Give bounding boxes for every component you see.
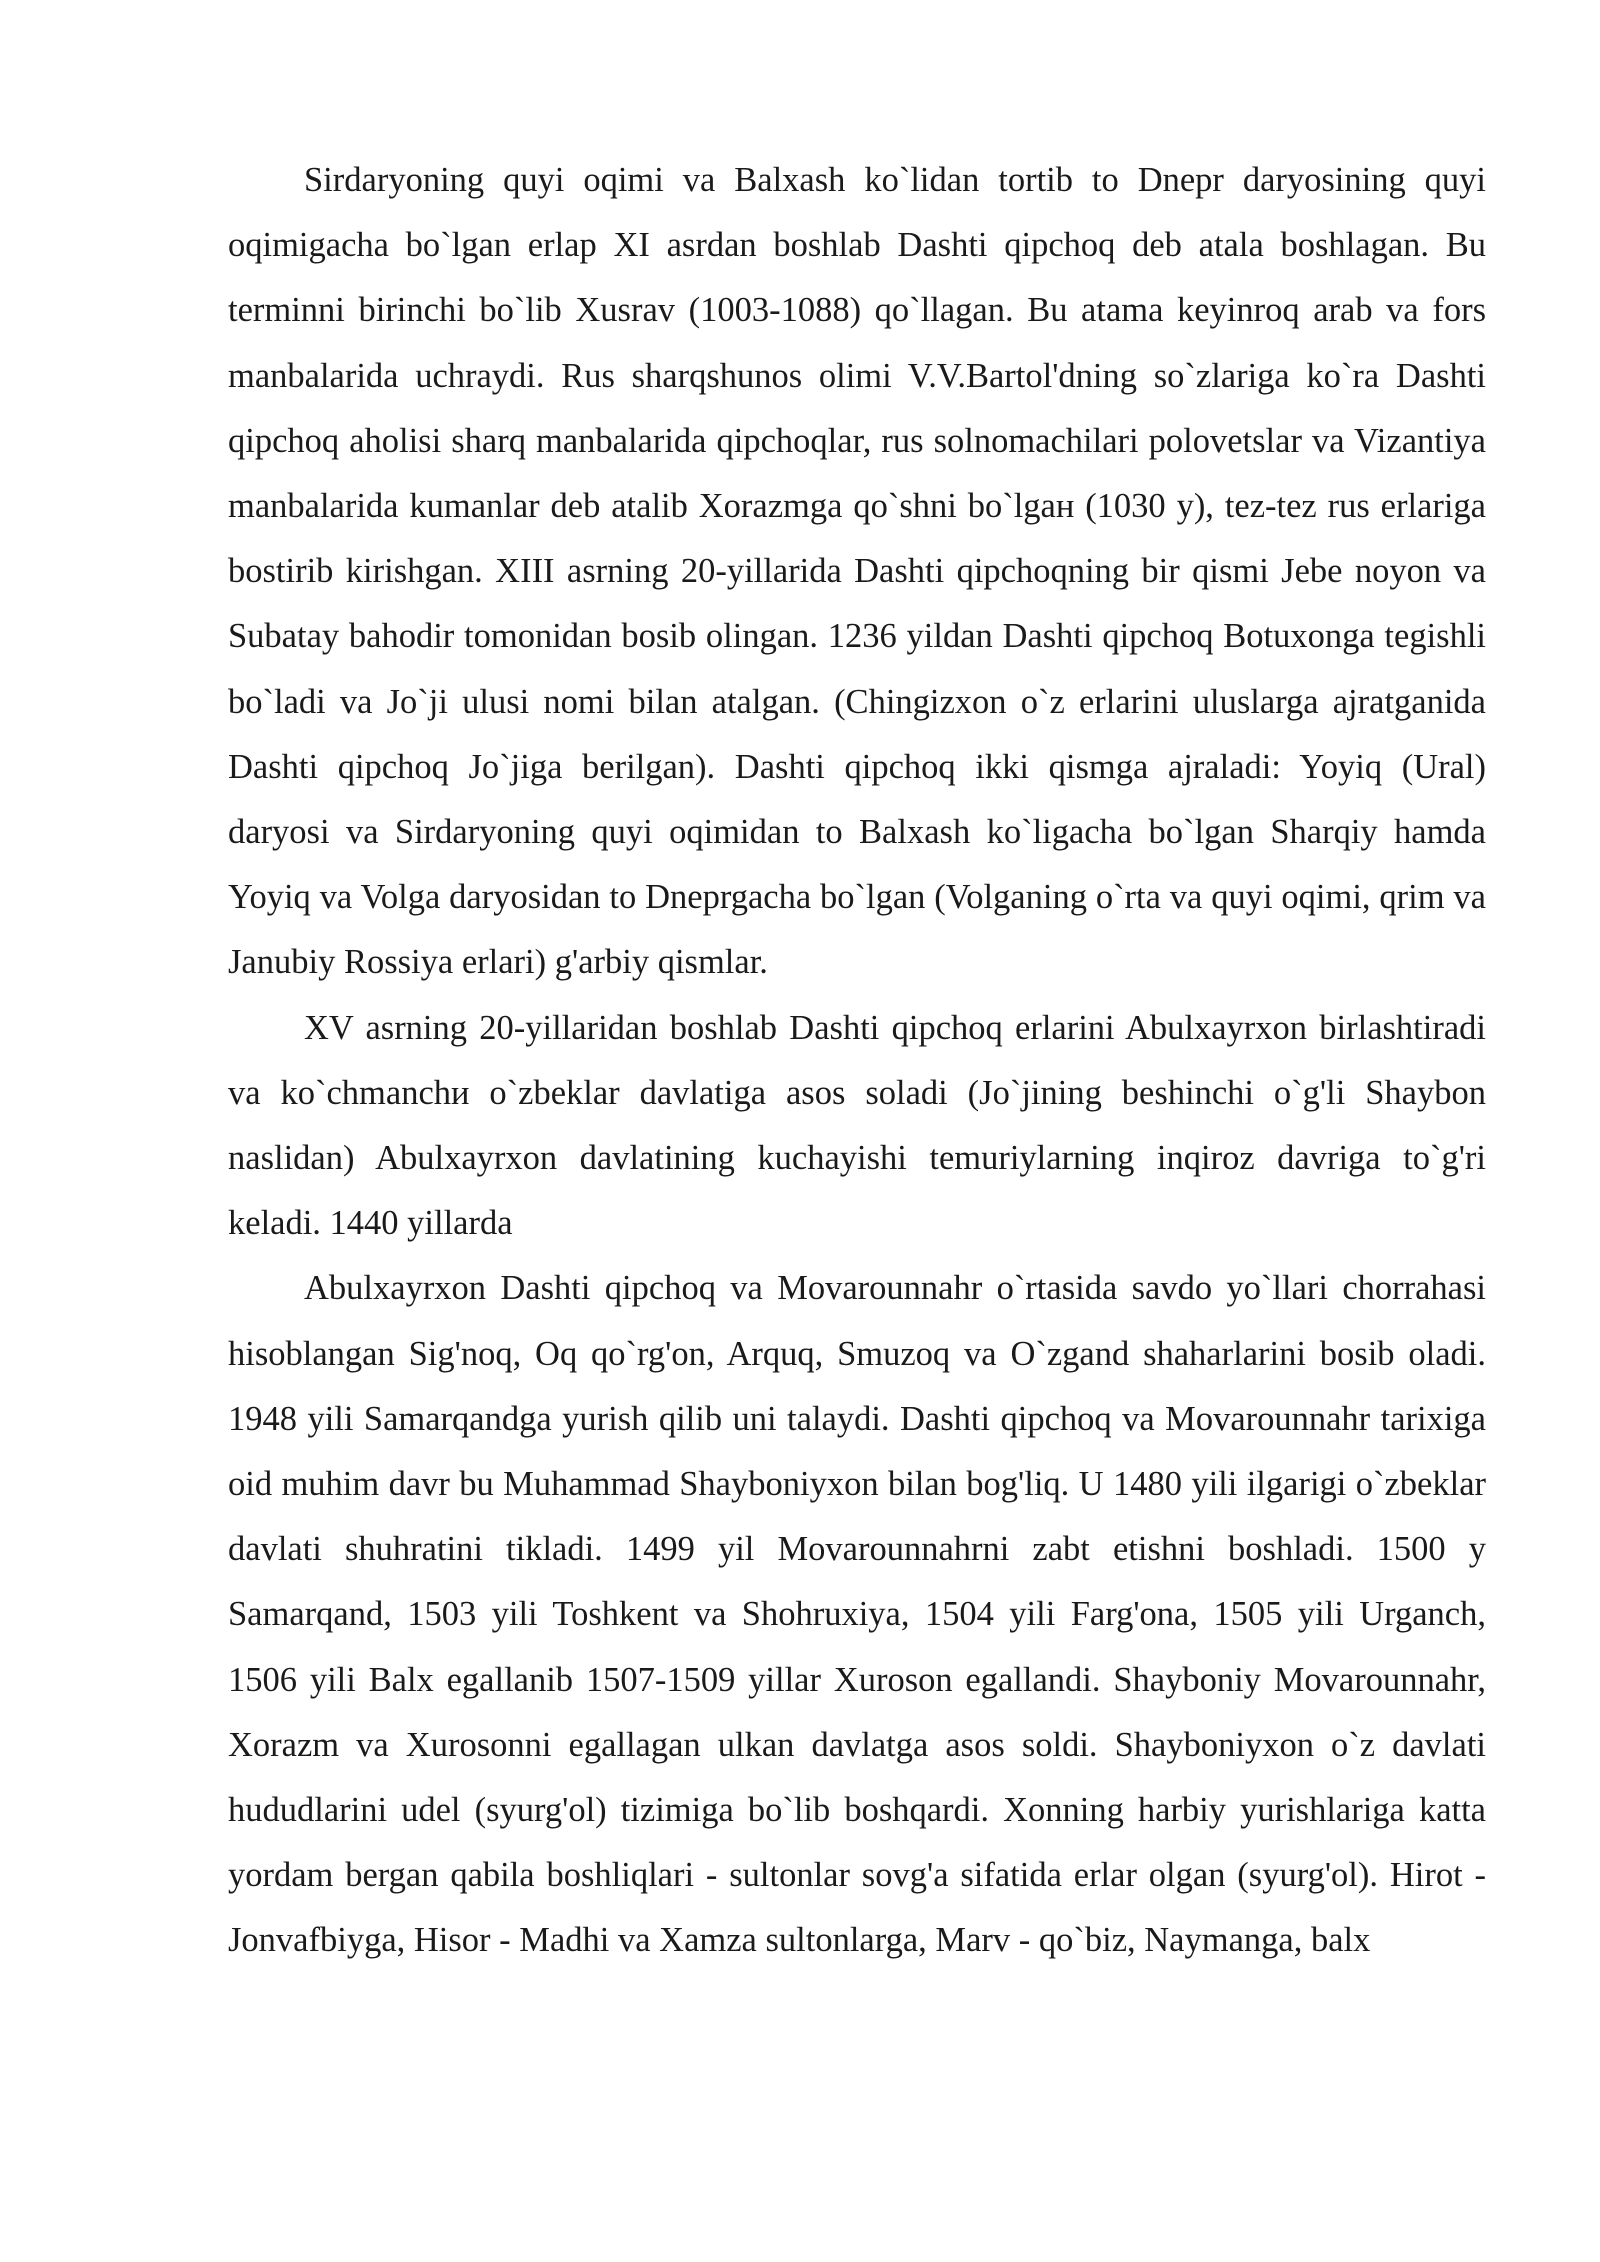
paragraph-1: Sirdaryoning quyi oqimi va Balxash ko`lidan tortib to Dnepr daryosining quyi oqimigacha bo`lgan erlap XI asrdan boshlab Dashti qipchoq deb atala boshlagan. Bu terminni birinchi bo`lib Xusrav (1003-1088) qo`llagan. Bu atama keyinroq arab va fors manbalarida uchraydi. Rus sharqshunos olimi V.V.Bartol'dning so`zlariga ko`ra Dashti qipchoq aholisi sharq manbalarida qipchoqlar, rus solnomachilari polovetslar va Vizantiya manbalarida kumanlar deb atalib Xorazmga qo`shni bo`lgaн (1030 y), tez-tez rus erlariga bostirib kirishgan. XIII asrning 20-yillarida Dashti qipchoqning bir qismi Jebe noyon va Subatay bahodir tomonidan bosib olingan. 1236 yildan Dashti qipchoq Botuxonga tegishli bo`ladi va Jo`ji ulusi nomi bilan atalgan. (Chingizxon o`z erlarini uluslarga ajratganida Dashti qipchoq Jo`jiga berilgan). Dashti qipchoq ikki qismga ajraladi: Yoyiq (Ural) daryosi va Sirdaryoning quyi oqimidan to Balxash ko`ligacha bo`lgan Sharqiy hamda Yoyiq va Volga daryosidan to Dneprgacha bo`lgan (Volganing o`rta va quyi oqimi, qrim va Janubiy Rossiya erlari) g'arbiy qismlar. <box>228 161 1486 982</box>
paragraph-2: XV asrning 20-yillaridan boshlab Dashti qipchoq erlarini Abulxayrxon birlashtiradi va ko`chmanchи o`zbeklar davlatiga asos soladi (Jo`jining beshinchi o`g'li Shaybon naslidan) Abulxayrxon davlatining kuchayishi temuriylarning inqiroz davriga to`g'ri keladi. 1440 yillarda <box>228 1008 1486 1243</box>
paragraph-3: Abulxayrxon Dashti qipchoq va Movarounnahr o`rtasida savdo yo`llari chorrahasi hisoblangan Sig'noq, Oq qo`rg'on, Arquq, Smuzoq va O`zgand shaharlarini bosib oladi. 1948 yili Samarqandga yurish qilib uni talaydi. Dashti qipchoq va Movarounnahr tarixiga oid muhim davr bu Muhammad Shayboniyxon bilan bog'liq. U 1480 yili ilgarigi o`zbeklar davlati shuhratini tikladi. 1499 yil Movarounnahrni zabt etishni boshladi. 1500 y Samarqand, 1503 yili Toshkent va Shohruxiya, 1504 yili Farg'ona, 1505 yili Urganch, 1506 yili Balx egallanib 1507-1509 yillar Xuroson egallandi. Shayboniy Movarounnahr, Xorazm va Xurosonni egallagan ulkan davlatga asos soldi. Shayboniyxon o`z davlati hududlarini udel (syurg'ol) tizimiga bo`lib boshqardi. Xonning harbiy yurishlariga katta yordam bergan qabila boshliqlari - sultonlar sovg'a sifatida erlar olgan (syurg'ol). Hirot - Jonvafbiyga, Hisor - Madhi va Xamza sultonlarga, Marv - qo`biz, Naymanga, balx <box>228 1269 1486 1960</box>
document-body <box>228 148 1486 1974</box>
